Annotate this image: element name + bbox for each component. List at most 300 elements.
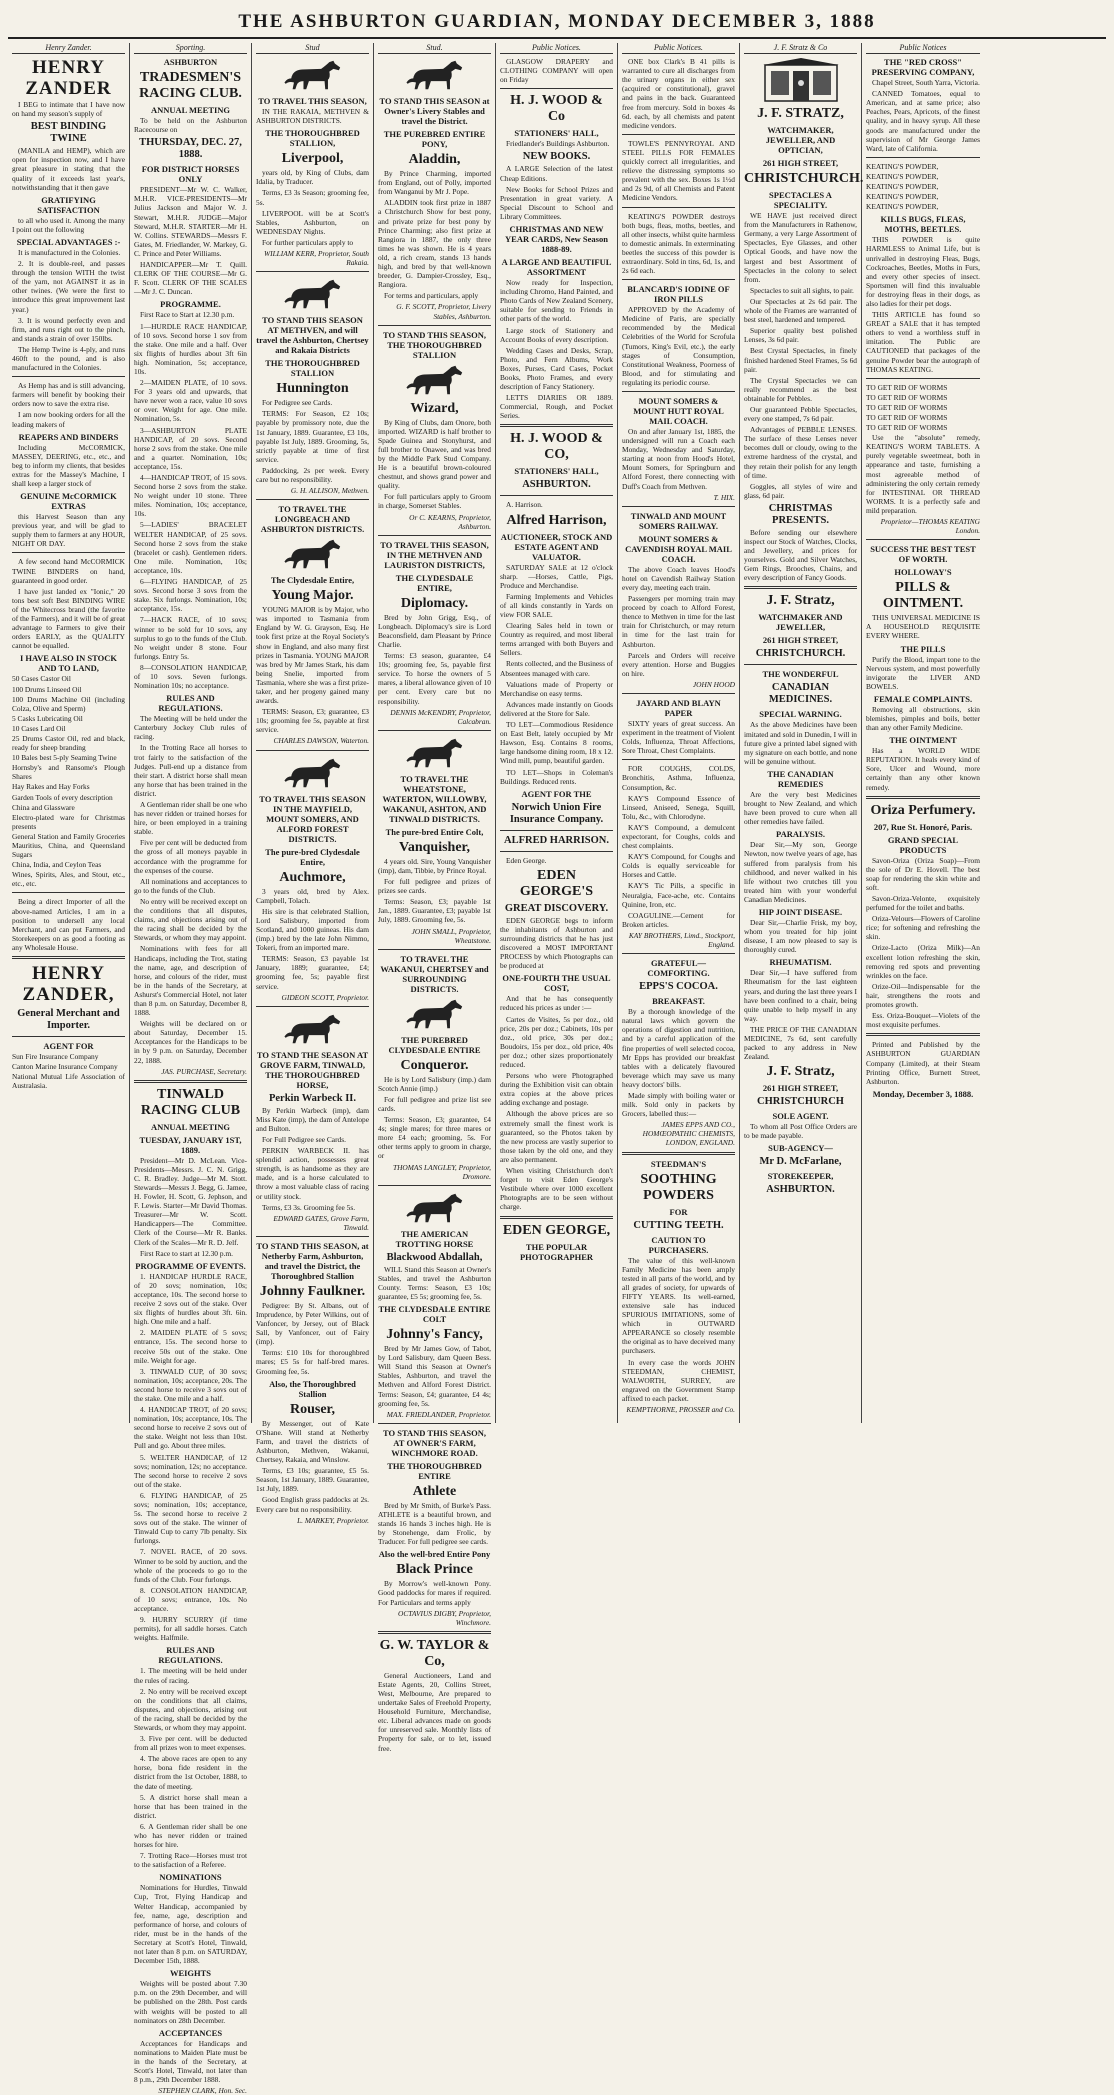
list-item: TO GET RID OF WORMS [866,402,948,412]
list-item: China, India, and Ceylon Teas [12,860,102,870]
list-item: Sun Fire Insurance Company [12,1052,99,1062]
ad-heading: EDEN GEORGE, [502,1222,611,1238]
ad-heading: MOUNT SOMERS & CAVENDISH ROYAL MAIL COACH. [625,533,732,564]
ad-heading: EPPS'S COCOA. [639,981,718,993]
ad-heading: BREAKFAST. [652,996,705,1007]
ad-heading: TO STAND THIS SEASON, AT OWNER'S FARM, WINCHMORE ROAD. [383,1427,486,1458]
ad-paragraph: TERMS: Season, £3 payable 1st January, 1889; guarantee, £4; grooming fee, 5s; payable first service. [256,954,369,991]
ad-heading: Oriza Perfumery. [870,802,976,818]
ad-paragraph: Printed and Published by the ASHBURTON GUARDIAN Company (Limited), at their Steam Printing Office, Burnett Street, Ashburton. [866,1040,980,1086]
ad-heading: I HAVE ALSO IN STOCK AND TO LAND, [20,653,117,674]
ad-heading: The Clydesdale Entire, [270,575,355,586]
divider [12,552,125,553]
list-item: TO GET RID OF WORMS [866,423,948,433]
ad-heading: TRADESMEN'S RACING CLUB. [139,70,242,102]
list-item: Wines, Spirits, Ales, and Stout, etc., etc., etc. [12,870,125,889]
ad-heading: G. W. TAYLOR & Co, [379,1637,490,1669]
ad-heading: GRAND SPECIAL PRODUCTS [887,834,959,855]
ad-heading: WEIGHTS [169,1968,212,1979]
ad-paragraph: To be held on the Ashburton Racecourse on [134,116,247,135]
ad-paragraph: A LARGE Selection of the latest Cheap Editions. [500,164,613,183]
ad-heading: SPECIAL WARNING. [759,709,842,720]
ad-paragraph: HANDICAPPER—Mr T. Quill. CLERK OF THE COURSE—Mr G. F. Scott. CLERK OF THE SCALES—Mr J. C. Duncan. [134,260,247,297]
ad-heading: THE POPULAR PHOTOGRAPHER [519,1241,594,1262]
ad-heading: Liverpool, [281,151,344,167]
horse-icon [279,536,347,572]
ad-paragraph: He is by Lord Salisbury (imp.) dam Scotch Annie (imp.) [378,1074,491,1093]
ad-paragraph: 6. FLYING HANDICAP, of 25 sovs; nomination, 10s; acceptance, 5s. The second horse to receive 2 sovs out of the stake. The winner of Tinwald Cup to carry 7lb penalty. Six furlongs. [134,1490,247,1546]
ad-paragraph: Best Crystal Spectacles, in finely finished hardened Steel Frames, 5s 6d pair. [744,346,857,374]
list-item: Hay Rakes and Hay Forks [12,782,90,792]
divider [378,325,491,326]
ad-paragraph: Cartes de Visites, 5s per doz., old price, 20s per doz.; Cabinets, 10s per doz., old price, 30s per doz.; Boudoirs, 15s per doz., old price, 40s per doz.; other sizes proportionately reduced. [500,1014,613,1069]
ad-paragraph: KEATING'S POWDER destroys both bugs, fleas, moths, beetles, and all other insects, whilst quite harmless to domestic animals. In exterminating beetles the success of this powder is extraordinary. Sold in tins, 6d, 1s, and 2s 6d each. [622,211,735,276]
ad-paragraph: Parcels and Orders will receive every attention. Horse and Buggies on hire. [622,650,735,678]
ad-paragraph: Our Spectacles at 2s 6d pair. The whole of the Frames are warranted of best steel, hardened and tempered. [744,296,857,325]
ad-heading: ANNUAL MEETING [150,105,231,116]
ad-heading: ACCEPTANCES [158,2027,223,2038]
ad-paragraph: GLASGOW DRAPERY and CLOTHING COMPANY will open on Friday [500,57,613,85]
divider [500,495,613,496]
ad-signature: T. HIX. [713,492,735,502]
divider [500,851,613,852]
ad-paragraph: President—Mr D. McLean. Vice-Presidents—Messrs. J. C. N. Grigg, C. R. Bradley. Judge—Mr M. Stott. Stewards—Messrs J. Begg, G. Jamee, H. Fowler, H. Scott, G. Jephson, and F. Lewis. Starter—Mr David Thomas. Treasurer—Mr W. Scott. Handicappers—The Committee. Clerk of the Course—Mr R. Banks. Clerk of the Scales—Mr R. D. Jelf. [134,1155,247,1247]
column-header: Stud. [378,43,491,54]
ad-paragraph: For Pedigree see Cards. [262,398,333,408]
divider [622,207,735,208]
ad-paragraph: Ess. Oriza-Bouquet—Violets of the most exquisite perfumes. [866,1011,980,1030]
ad-paragraph: For terms and particulars, apply [384,291,479,301]
double-divider [12,956,125,959]
ad-paragraph: PRESIDENT—Mr W. C. Walker, M.H.R. VICE-PRESIDENTS—Mr Julius Jackson and Major W. J. Stewart, M.H.R. JUDGE—Major Steward, M.H.R. STARTER—Mr H. W. Collins. STEWARDS—Messrs F. Gates, M. Friedlander, W. Markey, G. C. Prince and Peter Williams. [134,185,247,258]
list-item: TO GET RID OF WORMS [866,413,948,422]
ad-heading: AGENT FOR [43,1041,94,1052]
ad-heading: Johnny Faulkner. [259,1283,366,1299]
ad-paragraph: Superior quality best polished Lenses, 3s 6d pair. [744,326,857,345]
divider [622,391,735,392]
ad-heading: TO STAND THE SEASON AT GROVE FARM, TINWALD, THE THOROUGHBRED HORSE, [256,1049,369,1090]
ad-paragraph: Use the "absolute" remedy, KEATING'S WORM TABLETS. A purely vegetable sweetmeat, both in appearance and taste, furnishing a most agreeable method of administering the only certain remedy for INTESTINAL OR THREAD WORMS. It is a perfectly safe and mild preparation. [866,433,980,515]
ad-heading: THE CANADIAN REMEDIES [767,768,834,789]
ad-paragraph: 3. Five per cent. will be deducted from all prizes won to meet expenses. [134,1734,247,1753]
ad-paragraph: Savon-Oriza-Velonte, exquisitely perfumed for the toilet and baths. [866,894,980,913]
ad-heading: SPECIAL ADVANTAGES :- [16,236,121,247]
ad-heading: PARALYSIS. [776,829,825,840]
ad-paragraph: All nominations and acceptances to go to the funds of the Club. [134,876,247,895]
ad-heading: Young Major. [271,588,354,604]
ad-heading: THE "RED CROSS" PRESERVING COMPANY, [871,57,975,78]
ad-paragraph: Spectacles to suit all sights, to pair. [750,285,854,295]
ad-heading: ONE-FOURTH THE USUAL COST, [502,973,611,994]
ad-paragraph: New Books for School Prizes and Presentation in great variety. A Special Discount to School and Library Committees. [500,184,613,221]
ad-paragraph: WE HAVE just received direct from the Manufacturers in Rathenow, Germany, a very Large Assortment of Spectacles, Eye Glasses, and other Optical Goods, and have now the largest and best Assortment of Spectacles in the colony to select from. [744,211,857,284]
ad-heading: CHRISTCHURCH. [755,648,846,660]
ad-paragraph: It is manufactured in the Colonies. [18,247,121,257]
horse-icon [279,1011,347,1047]
ad-signature: CHARLES DAWSON, Waterton. [273,736,369,746]
list-item: General Station and Family Groceries Mauritius, China, and Queensland Sugars [12,831,125,860]
ad-paragraph: Dear Sir,—I have suffered from Rheumatism for the last eighteen years, and during the last three years I have been confined to a chair, being quite unable to help myself in any way. [744,968,857,1023]
ad-heading: THE THOROUGHBRED STALLION [265,358,360,379]
ad-paragraph: Has a WORLD WIDE REPUTATION. It heals every kind of Sore, Ulcer and Wound, more certainly than any other known remedy. [866,746,980,792]
divider [378,1185,491,1186]
ad-paragraph: Paddocking, 2s per week. Every care but no responsibility. [256,465,369,484]
ad-heading: Vanquisher, [399,839,470,855]
ad-heading: PROGRAMME OF EVENTS. [135,1260,246,1271]
ad-paragraph: THIS POWDER is quite HARMLESS to Animal Life, but is unrivalled in destroying Fleas, Bugs, Cockroaches, Beetles, Moths in Furs, and every other species of insect. Sportsmen will find this invaluable for destroying fleas in their dogs, as also ladies for their pet dogs. [866,235,980,308]
horse-icon [401,735,469,771]
ad-signature: WILLIAM KERR, Proprietor, South Rakaia. [263,249,369,268]
column-5 [496,43,618,1423]
masthead: THE ASHBURTON GUARDIAN, MONDAY DECEMBER 3, 1888 [8,10,1106,39]
ad-paragraph: Good English grass paddocks at 2s. Every care but no responsibility. [256,1495,369,1514]
ad-paragraph: 8. CONSOLATION HANDICAP, of 10 sovs; entrance, 10s. No acceptance. [134,1585,247,1614]
ad-paragraph: SATURDAY SALE at 12 o'clock sharp. —Horses, Cattle, Pigs, Produce and Merchandise. [500,562,613,590]
ad-paragraph: SIXTY years of great success. An experiment in the treatment of Violent Colds, Influenza, Throat Affections, Sore Throat, Chest Complaints. [622,718,735,756]
ad-heading: MOUNT SOMERS & MOUNT HUTT ROYAL MAIL COACH. [633,396,724,426]
divider [866,157,980,158]
ad-heading: 207, Rue St. Honoré, Paris. [873,821,973,832]
ad-paragraph: His sire is that celebrated Stallion, Lord Salisbury, imported from Scotland, and 1000 guineas. His dam (imp.) bred by the late John Nimmo, Tokeri, from an imported mare. [256,906,369,953]
ad-heading: J. F. STRATZ, [757,106,844,122]
ad-paragraph: FOR COUGHS, COLDS, Bronchitis, Asthma, Influenza, Consumption, &c. [622,764,735,792]
ad-heading: WATCHMAKER, JEWELLER, AND OPTICIAN, [765,125,836,156]
ad-paragraph: When visiting Christchurch don't forget to visit Eden George's Vestibule where over 1000 excellent Photographs are to be seen without charge. [500,1166,613,1212]
ad-paragraph: Advantages of PEBBLE LENSES. The surface of these Lenses never becomes dull or cloudy, owing to the extreme hardness of the crystal, and they retain their polish for any length of time. [744,425,857,480]
ad-heading: Perkin Warbeck II. [268,1092,357,1104]
ad-paragraph: The value of this well-known Family Medicine has been amply tested in all parts of the world, and by all grades of society, for upwards of FIFTY YEARS. Its well-earned, extensive sale has induced SPURIOUS IMITATIONS, some of which in OUTWARD APPEARANCE so closely resemble the original as to have deceived many purchasers. [622,1255,735,1356]
ad-heading: TO TRAVEL THIS SEASON IN THE MAYFIELD, MOUNT SOMERS, AND ALFORD FOREST DISTRICTS. [259,793,366,844]
ad-paragraph: Passengers per morning train may proceed by coach to Alford Forest, thence to Methven in time for the last train for Christchurch, or may return in time for the last train for Ashburton. [622,594,735,649]
ad-heading: ALFRED HARRISON. [503,834,609,846]
ad-signature: JOHN HOOD [692,679,735,689]
divider [500,830,613,831]
column-8 [862,43,984,1423]
divider [744,664,857,665]
ad-heading: EDEN GEORGE'S [519,867,594,899]
double-divider [500,424,613,427]
ad-paragraph: Eden George. [506,855,547,865]
ad-heading: JAYARD AND BLAYN PAPER [636,697,721,718]
ad-signature: L. MARKEY, Proprietor. [297,1515,369,1525]
ad-heading: CAUTION TO PURCHASERS. [648,1234,709,1255]
ad-heading: GENUINE McCORMICK EXTRAS [20,491,117,512]
ad-paragraph: TO LET—Shops in Coleman's Buildings. Reduced rents. [500,767,613,786]
ad-paragraph: Now ready for Inspection, including Chromo, Hand Painted, and Photo Cards of New Zealand Scenery, suitable for sending to Friends in other parts of the world. [500,278,613,324]
column-header: J. F. Stratz & Co [744,43,857,54]
list-item: 10 Cases Lard Oil [12,723,66,733]
list-item: KEATING'S POWDER, [866,182,939,192]
ad-paragraph: CANNED Tomatoes, equal to American, and at same price; also Peaches, Pears, Apricots, of the finest quality, and in heavy syrup. All these goods are manufactured under the supervision of Mr George James Ward, late of California. [866,89,980,153]
column-4 [374,43,496,1753]
ad-paragraph: Terms: £3 season, guarantee, £4 10s; grooming fee, 5s, payable first service. To horse the owners of 5 mares, a liberal allowance given of 10 per cent. Every care but no responsibility. [378,651,491,706]
ad-paragraph: Made simply with boiling water or milk. Sold only in packets by Grocers, labelled thus:— [622,1090,735,1119]
ad-paragraph: A few second hand McCORMICK TWINE BINDERS on hand, guaranteed in good order. [12,557,125,585]
ad-paragraph: THIS ARTICLE has found so GREAT a SALE that it has tempted others to vend a worthless stuff in imitation. The Public are CAUTIONED that packages of the genuine Powder bear the autograph of THOMAS KEATING. [866,310,980,374]
double-divider [866,796,980,799]
horse-icon [401,57,469,93]
ad-paragraph: The Meeting will be held under the Canterbury Jockey Club rules of racing. [134,714,247,742]
ad-paragraph: KAY'S Compound, for Coughs and Colds is equally serviceable for Horses and Cattle. [622,852,735,880]
ad-paragraph: Farming Implements and Vehicles of all kinds constantly in Yards on view FOR SALE. [500,591,613,619]
ad-paragraph: 5. A district horse shall mean a horse that has been trained in the district. [134,1792,247,1820]
ad-paragraph: 4. The above races are open to any horse, bona fide resident in the district from the 1st October, 1888, to the date of meeting. [134,1754,247,1791]
ad-heading: Blackwood Abdallah, [386,1251,483,1263]
ad-heading: TINWALD AND MOUNT SOMERS RAILWAY. [630,510,727,531]
ad-paragraph: By Morrow's well-known Pony. Good paddocks for mares if required. For Particulars and terms apply [378,1579,491,1607]
ad-heading: 261 HIGH STREET, [762,1083,839,1094]
ad-heading: SUCCESS THE BEST TEST OF WORTH. [870,544,976,565]
ad-paragraph: Wedding Cases and Desks, Scrap, Photo, and Fern Albums, Work Boxes, Purses, Card Cases, Pocket Books, Photo Frames, and every description of Fancy Stationery. [500,345,613,392]
divider [622,693,735,694]
ad-paragraph: Nominations for Hurdles, Tinwald Cup, Trot, Flying Handicap and Welter Handicap, accompanied by fee, name, age, description and performance of horse, and colours of rider, must be in the hands of the Secretary at Scott's Hotel, Tinwald, not later than 8 p.m. on SATURDAY, December 15th, 1888. [134,1883,247,1966]
double-divider [500,1216,613,1219]
ad-paragraph: IN THE RAKAIA, METHVEN & ASHBURTON DISTRICTS. [256,107,369,126]
ad-heading: Diplomacy. [400,595,469,611]
list-item: 100 Drums Machine Oil (including Colza, Olive and Sperm) [12,694,125,713]
ad-paragraph: The above Coach leaves Hood's hotel on Cavendish Railway Station every day, meeting each train. [622,564,735,592]
ad-heading: CHRISTCHURCH [757,1096,844,1108]
ad-heading: FOR [669,1206,688,1217]
ad-paragraph: By a thorough knowledge of the natural laws which govern the operations of digestion and nutrition, and by a careful application of the fine properties of well selected cocoa, Mr Epps has provided our breakfast tables with a delicately flavoured beverage which may save us many heavy doctors' bills. [622,1007,735,1089]
ad-heading: Conqueror. [400,1057,469,1073]
double-divider [378,1631,491,1634]
ad-heading: H. J. WOOD & Co [510,93,603,125]
ad-paragraph: No entry will be received except on the conditions that all disputes, claims, and objections arising out of the racing shall be decided by the Stewards, or whom they may appoint. [134,896,247,943]
ad-paragraph: A Gentleman rider shall be one who has never ridden or trained horses for hire, or been employed in a training stable. [134,800,247,837]
ad-heading: Rouser, [290,1401,335,1417]
ad-paragraph: First Race to Start at 12.30 p.m. [140,310,235,320]
ad-heading: CHRISTCHURCH. [744,171,864,187]
ad-paragraph: 9. HURRY SCURRY (if time permits), for all saddle horses. Catch weights. Halfmile. [134,1615,247,1643]
ad-heading: THURSDAY, DEC. 27, 1888. [139,137,242,161]
ad-paragraph: Dear Sir,—My son, George Newton, now twelve years of age, has suffered from paralysis from his childhood, and never walked in his life without two crutches till you treated him with your wonderful Canadian Medicines. [744,840,857,904]
ad-paragraph: As Hemp has and is still advancing, farmers will benefit by booking their orders now to save the extra rise. [12,381,125,409]
ad-paragraph: Before sending our elsewhere inspect our Stock of Watches, Clocks, and Jewellery, and prices for yourselves. Gold and Silver Watches, Gem Rings, Brooches, Chains, and every description of Fancy Goods. [744,527,857,583]
ad-signature: G. H. ALLISON, Methven. [290,486,369,496]
list-item: 100 Drums Linseed Oil [12,684,82,694]
ad-heading: Also the well-bred Entire Pony [378,1549,491,1560]
ad-paragraph: years old, by King of Clubs, dam Idalia, by Traducer. [256,168,369,187]
ad-paragraph: COAGULINE.—Cement for Broken articles. [622,910,735,929]
ad-paragraph: Oriza-Velours—Flowers of Caroline rice; for softening and refreshing the skin. [866,914,980,942]
double-divider [622,1152,735,1155]
ad-heading: STEEDMAN'S [650,1158,707,1169]
ad-signature: STEPHEN CLARK, Hon. Sec. [158,2086,247,2095]
ad-paragraph: (MANILA and HEMP), which are open for inspection now, and I have great pleasure in stating that the quality of it exceeds last year's, notwithstanding that it then gave [12,146,125,192]
ad-paragraph: Including McCORMICK, MASSEY, DEERING, etc., etc., and beg to inform my clients, that besides extras for the Massey's Machine, I shall keep a larger stock of [12,442,125,488]
ad-paragraph: WILL Stand this Season at Owner's Stables, and travel the Ashburton County. Terms: Season, £3 10s; guarantee, £5 5s; grooming fee, 5s. [378,1264,491,1301]
list-item: KEATING'S POWDER, [866,202,939,212]
list-item: KEATING'S POWDER, [866,161,939,171]
ad-paragraph: I BEG to intimate that I have now on hand my season's supply of [12,100,125,119]
ad-paragraph: 3—ASHBURTON PLATE HANDICAP, of 20 sovs. Second horse 2 sovs from the stake. One mile and a quarter. Nomination, 10s; acceptance, 15s. [134,425,247,471]
double-divider [134,1080,247,1083]
ad-paragraph: Bred by John Grigg, Esq., of Longbeach. Diplomacy's sire is Lord Beaconsfield, dam Pleasant by Prince Charlie. [378,612,491,649]
ad-paragraph: TERMS: Season, £3; guarantee, £3 10s; grooming fee 5s, payable at first service. [256,707,369,735]
ad-paragraph: As the above Medicines have been imitated and sold in Dunedin, I will in future give a printed label signed with my signature on each bottle, and none will be genuine without. [744,720,857,766]
ad-paragraph: 7. Trotting Race—Horses must trot to the satisfaction of a Referee. [134,1851,247,1870]
ad-heading: The pure-bred Clydesdale Entire, [265,846,360,867]
divider [12,376,125,377]
ad-paragraph: Friedlander's Buildings Ashburton. [506,139,610,149]
ad-signature: JAS. PURCHASE, Secretary. [161,1066,247,1076]
column-header: Sporting. [134,43,247,54]
ad-paragraph: Weights will be posted about 7.30 p.m. on the 29th December, and will be published on the 28th. Post cards with weights will be posted to all nominators on 28th December. [134,1979,247,2025]
ad-paragraph: Terms, £3 3s. Grooming fee 5s. [262,1202,356,1212]
ad-paragraph: 2—MAIDEN PLATE, of 10 sovs. For 3 years old and upwards, that have never won a race, value 10 sovs or over. Weight for age. One mile. Nomination, 5s. [134,378,247,424]
ad-paragraph: By Prince Charming, imported from England, out of Polly, imported from Wanganui by Mr J. Pope. [378,169,491,197]
ad-heading: HIP JOINT DISEASE. [758,906,843,917]
ad-paragraph: TOWLE'S PENNYROYAL AND STEEL PILLS FOR FEMALES quickly correct all irregularities, and relieve the distressing symptoms so prevalent with the sex. Boxes 1s 1½d and 2s 9d, of all Chemists and Patent Medicine Vendors. [622,138,735,203]
list-item: TO GET RID OF WORMS [866,382,948,392]
ad-paragraph: Chapel Street, South Yarra, Victoria. [872,78,980,88]
ad-paragraph: For full particulars apply to Groom in charge, Somerset Stables. [378,492,491,511]
shop-engraving-icon [761,57,841,103]
ad-heading: TO TRAVEL THIS SEASON, [258,96,367,107]
ad-paragraph: 7—HACK RACE, of 10 sovs; winner to be sold for 10 sovs, any surplus to go to the funds of the Club. No weight under 8 stone. Four furlongs. Entry 5s. [134,615,247,661]
ad-signature: EDWARD GATES, Grove Farm, Tinwald. [273,1213,369,1232]
ad-heading: THE OINTMENT [889,735,957,746]
ad-paragraph: Clearing Sales held in town or Country as required, and most liberal terms arranged with both Buyers and Sellers. [500,621,613,658]
ad-paragraph: 4. HANDICAP TROT, of 20 sovs; nomination, 10s; acceptance, 10s. The second horse to receive 2 sovs out of the stake. Weight not less than 10st. Pull and go. About three miles. [134,1405,247,1451]
ad-heading: Monday, December 3, 1888. [872,1088,974,1099]
ad-paragraph: Persons who were Photographed during the Exhibition visit can obtain extra copies at the above prices adding exchange and postage. [500,1071,613,1108]
divider [622,134,735,135]
ad-paragraph: 3 years old, bred by Alex. Campbell, Tolach. [256,886,369,905]
ad-paragraph: Dear Sir,—Charlie Frisk, my boy, whom you treated for hip joint disease, I am now pleased to say is thoroughly cured. [744,917,857,955]
divider [622,759,735,760]
ad-heading: FEMALE COMPLAINTS. [873,693,973,704]
ad-heading: THE CLYDESDALE ENTIRE COLT [378,1304,491,1325]
ad-paragraph: 6. A Gentleman rider shall be one who has never ridden or trained horses for hire. [134,1821,247,1850]
ad-paragraph: Orize-Lacto (Oriza Milk)—An excellent lotion refreshing the skin, removing red spots and preventing wrinkles on the face. [866,943,980,980]
double-divider [866,1033,980,1036]
ad-heading: THE THOROUGHBRED STALLION, [265,128,360,149]
ad-paragraph: TO LET—Commodious Residence on East Belt, lately occupied by Mr Hawson, Esq. Contains 8 rooms, large handsome dining room, 18 x 12. Wind mill, pump, beautiful garden. [500,720,613,766]
ad-paragraph: 7. NOVEL RACE, of 20 sovs. Winner to be sold by auction, and the whole of the proceeds to go to the funds of the Club. Four furlongs. [134,1547,247,1584]
ad-heading: KILLS BUGS, FLEAS, MOTHS, BEETLES. [880,214,966,235]
ad-paragraph: KAY'S Compound Essence of Linseed, Aniseed, Senega, Squill, Tolu, &c., with Chlorodyne. [622,793,735,821]
divider [256,271,369,272]
list-item: China and Glassware [12,802,75,812]
ad-paragraph: A. Harrison. [506,500,543,510]
ad-paragraph: Terms, £3 10s; guarantee, £5 5s. Season, 1st January, 1889. Guarantee, 1st July, 1889. [256,1466,369,1494]
horse-icon [401,362,469,398]
ad-heading: GRATEFUL—COMFORTING. [647,958,710,979]
ad-paragraph: EDEN GEORGE begs to inform the inhabitants of Ashburton and surrounding districts that he has just discovered a MOST IMPORTANT PROCESS by which Photographs can be produced at [500,915,613,971]
divider [378,1423,491,1424]
ad-paragraph: 4 years old. Sire, Young Vanquisher (imp), dam, Tibbie, by Prince Royal. [378,856,491,875]
column-2 [130,43,252,2095]
ad-heading: Wizard, [410,400,459,416]
divider [256,499,369,500]
double-divider [744,586,857,589]
ad-paragraph: Rents collected, and the Business of Absentees managed with care. [500,659,613,678]
divider [622,279,735,280]
ad-paragraph: this Harvest Season than any previous year, and will be glad to supply them to farmers at any HOUR, NIGHT OR DAY. [12,512,125,549]
ad-paragraph: LIVERPOOL will be at Scott's Stables, Ashburton, on WEDNESDAY Nights. [256,208,369,236]
ad-paragraph: General Auctioneers, Land and Estate Agents, 20, Collins Street, West, Melbourne, Are prepared to undertake Sales of Freehold Property, Household Furniture, Merchandise, etc. Liberal advances made on goods for unreserved sale. Monthly lists of Property for sale, or to let, issued free. [378,1670,491,1753]
ad-paragraph: Bred by Mr Smith, of Burke's Pass. ATHLETE is a beautiful brown, and stands 16 hands 3 inches high. He is by Stonehenge, dam Frolic, by Traducer. For full pedigree see cards. [378,1500,491,1547]
ad-paragraph: 8—CONSOLATION HANDICAP, of 10 sovs. Seven furlongs. Nomination 10s; no acceptance. [134,662,247,691]
ad-paragraph: 6—FLYING HANDICAP, of 25 sovs. Second horse 3 sovs from the stake. Six furlongs. Nomination, 10s; acceptance, 15s. [134,577,247,614]
ad-heading: HENRY ZANDER [25,57,112,100]
ad-paragraph: Terms: Season, £3; guarantee, £4 4s; single mares; for three mares or more £4 each; grooming, 5s. For other terms apply to groom in charge, or [378,1115,491,1161]
ad-heading: AGENT FOR THE [521,788,592,799]
ad-paragraph: Pedigree: By St. Albans, out of Imprudence, by Peter Wilkins, out of Vanfoncer, by Jersey, out of Black Sall, by Vanfoncer, out of Fairy (imp). [256,1300,369,1347]
ad-heading: WATCHMAKER AND JEWELLER, [758,612,843,633]
horse-icon [279,57,347,93]
divider [500,88,613,89]
ad-heading: THE AMERICAN TROTTING HORSE [395,1228,474,1249]
ad-heading: ANNUAL MEETING [150,1121,231,1132]
ad-signature: MAX. FRIEDLANDER, Proprietor. [386,1409,491,1419]
ad-signature: Or C. KEARNS, Proprietor, Ashburton. [409,512,491,531]
ad-heading: NOMINATIONS [159,1872,222,1883]
ad-heading: CHRISTMAS AND NEW YEAR CARDS, New Season 1888-89. [505,224,608,255]
ad-paragraph: 2. No entry will be received except on the conditions that all claims, disputes, and objections, arising out of the racing, shall be decided by the Stewards, or whom they may appoint. [134,1686,247,1732]
ad-paragraph: Are the very best Medicines brought to New Zealand, and which have been proved to cure when all other remedies have failed. [744,789,857,827]
list-item: 10 Bales best 5-ply Seaming Twine [12,753,117,763]
ad-paragraph: ONE box Clark's B 41 pills is warranted to cure all discharges from the urinary organs in either sex (acquired or constitutional), gravel and pains in the back. Guaranteed free from mercury. Sold in boxes 4s 6d. each, by all chemists and patent medicine vendors. [622,57,735,130]
ad-heading: ASHBURTON. [522,479,591,491]
ad-paragraph: YOUNG MAJOR is by Major, who was imported to Tasmania from England by W. G. Grayson, Esq. He took first prize at the Royal Society's show in England, and also many first prizes in Tasmania. YOUNG MAJOR was bred by Mr James Stark, his dam being Snelie, imported from Tasmania, where she was a first prize-taker, and her progeny gained many awards. [256,605,369,706]
ad-heading: 261 HIGH STREET, [762,635,839,646]
ad-paragraph: 5—LADIES' BRACELET WELTER HANDICAP, of 25 sovs. Second horse 2 sovs from the stake (bracelet or cash). Gentlemen riders. One mile. Nomination, 10s; acceptance, 10s. [134,520,247,575]
ad-heading: SUB-AGENCY— [768,1143,833,1154]
ad-paragraph: For full pedigree and prizes of prizes see cards. [378,877,491,896]
ad-paragraph: THE PRICE OF THE CANADIAN MEDICINE, 7s 6d, sent carefully packed to any address in New Zealand. [744,1024,857,1062]
ad-heading: REAPERS AND BINDERS [18,431,119,442]
ad-signature: THOMAS LANGLEY, Proprietor, Dromore. [392,1162,491,1181]
ad-heading: NEW BOOKS. [522,151,591,163]
ad-heading: RHEUMATISM. [769,957,832,968]
column-7 [740,43,862,1423]
ad-paragraph: For further particulars apply to [262,237,354,247]
ad-heading: ASHBURTON. [766,1184,835,1196]
ad-paragraph: For full pedigree and prize list see cards. [378,1094,491,1113]
ad-heading: J. F. Stratz, [766,593,835,609]
ad-signature: KAY BROTHERS, Limd., Stockport, England. [628,930,735,950]
ad-heading: HENRY ZANDER, [22,963,115,1006]
column-1 [8,43,130,1423]
ad-heading: TO STAND THIS SEASON AT METHVEN, and will travel the Ashburton, Chertsey and Rakaia Districts [256,315,369,356]
ad-paragraph: Terms, £3 3s Season; grooming fee, 5s. [256,188,369,207]
ad-heading: TINWALD RACING CLUB [140,1086,241,1118]
list-item: KEATING'S POWDER, [866,192,939,202]
divider [622,953,735,954]
column-header: Stud [256,43,369,54]
ad-paragraph: KAY'S Tic Pills, a specific in Neuralgia, Face-ache, etc. Contains Quinine, Iron, etc. [622,881,735,909]
ad-paragraph: Although the above prices are so extremely small the finest work is guaranteed, so the Photos taken by the new process are vastly superior to those taken by the old one, and they are also permanent. [500,1109,613,1164]
horse-icon [401,1190,469,1226]
ad-heading: BEST BINDING TWINE [30,121,107,145]
ad-paragraph: In every case the words JOHN STEEDMAN, CHEMIST, WALWORTH, SURREY, are engraved on the Government Stamp affixed to each packet. [622,1357,735,1403]
horse-icon [279,276,347,312]
ad-heading: GRATIFYING SATISFACTION [37,194,100,215]
ad-paragraph: The Crystal Spectacles we can really recommend as the best obtainable for Pebbles. [744,375,857,403]
ad-heading: THE PILLS [900,643,946,654]
ad-heading: A LARGE AND BEAUTIFUL ASSORTMENT [501,257,612,278]
ad-heading: AUCTIONEER, STOCK AND ESTATE AGENT AND VALUATOR. [500,531,613,562]
list-item: 25 Drums Castor Oil, red and black, ready for sheep branding [12,733,125,753]
ad-paragraph: To whom all Post Office Orders are to be made payable. [744,1122,857,1141]
ad-paragraph: Weights will be declared on or about Saturday, December 15. Acceptances for the Handicaps to be in by 9 p.m. on Saturday, December 22, 1888. [134,1019,247,1065]
ad-heading: PILLS & OINTMENT. [882,580,964,612]
divider [12,1036,125,1037]
ad-heading: BLANCARD'S IODINE OF IRON PILLS [627,284,730,305]
